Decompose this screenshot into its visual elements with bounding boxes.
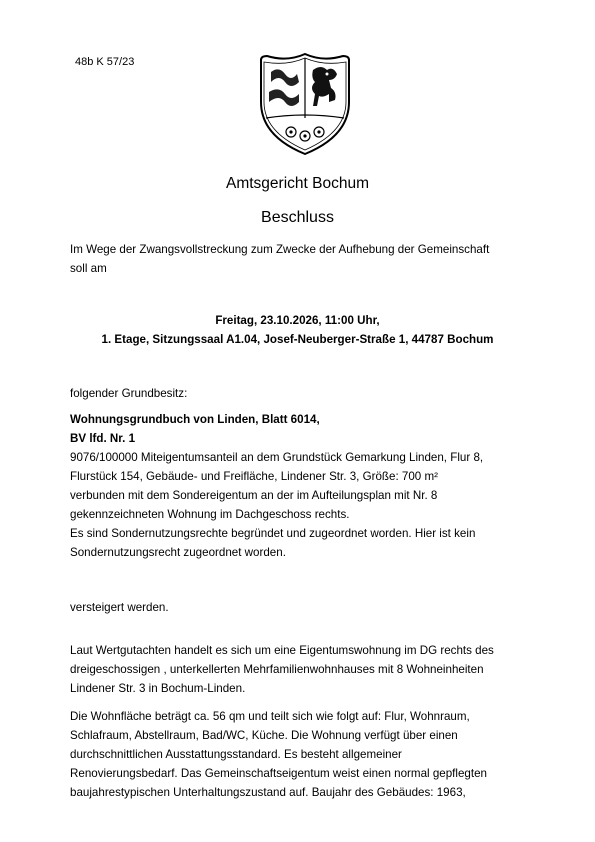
beschreibung-line: Die Wohnfläche beträgt ca. 56 qm und teilt sich wie folgt auf: Flur, Wohnraum, bbox=[70, 710, 470, 723]
grundbuch-line: Es sind Sondernutzungsrechte begründet und zugeordnet worden. Hier ist kein bbox=[70, 527, 476, 540]
grundbuch-line: verbunden mit dem Sondereigentum an der im Aufteilungsplan mit Nr. 8 bbox=[70, 489, 438, 502]
beschreibung-line: durchschnittlichen Ausstattungsstandard. Es besteht allgemeiner bbox=[70, 748, 402, 761]
grundbuch-title: Wohnungsgrundbuch von Linden, Blatt 6014, bbox=[70, 413, 320, 426]
intro-line-2: soll am bbox=[70, 262, 107, 275]
termin-location: 1. Etage, Sitzungssaal A1.04, Josef-Neuberger-Straße 1, 44787 Bochum bbox=[101, 333, 494, 346]
gutachten-line: Lindener Str. 3 in Bochum-Linden. bbox=[70, 682, 246, 695]
grundbuch-line: Sondernutzungsrecht zugeordnet worden. bbox=[70, 546, 286, 559]
beschreibung-line: Schlafraum, Abstellraum, Bad/WC, Küche. Die Wohnung verfügt über einen bbox=[70, 729, 458, 742]
termin-date: Freitag, 23.10.2026, 11:00 Uhr, bbox=[215, 314, 380, 327]
grundbuch-bv: BV lfd. Nr. 1 bbox=[70, 432, 136, 445]
case-number: 48b K 57/23 bbox=[75, 56, 135, 68]
versteigert-text: versteigert werden. bbox=[70, 601, 169, 614]
nrw-coat-of-arms-icon bbox=[257, 52, 353, 156]
grundbuch-line: Flurstück 154, Gebäude- und Freifläche, Lindener Str. 3, Größe: 700 m² bbox=[70, 470, 438, 483]
beschreibung-line: baujahrestypischen Unterhaltungszustand auf. Baujahr des Gebäudes: 1963, bbox=[70, 786, 466, 799]
gutachten-line: dreigeschossigen , unterkellerten Mehrfamilienwohnhauses mit 8 Wohneinheiten bbox=[70, 663, 484, 676]
document-type-heading: Beschluss bbox=[261, 209, 334, 226]
court-name: Amtsgericht Bochum bbox=[226, 175, 369, 192]
gutachten-line: Laut Wertgutachten handelt es sich um eine Eigentumswohnung im DG rechts des bbox=[70, 644, 494, 657]
grundbuch-line: gekennzeichneten Wohnung im Dachgeschoss rechts. bbox=[70, 508, 350, 521]
grundbesitz-label: folgender Grundbesitz: bbox=[70, 387, 188, 400]
beschreibung-line: Renovierungsbedarf. Das Gemeinschaftseigentum weist einen normal gepflegten bbox=[70, 767, 487, 780]
intro-line-1: Im Wege der Zwangsvollstreckung zum Zwecke der Aufhebung der Gemeinschaft bbox=[70, 243, 490, 256]
grundbuch-line: 9076/100000 Miteigentumsanteil an dem Grundstück Gemarkung Linden, Flur 8, bbox=[70, 451, 484, 464]
